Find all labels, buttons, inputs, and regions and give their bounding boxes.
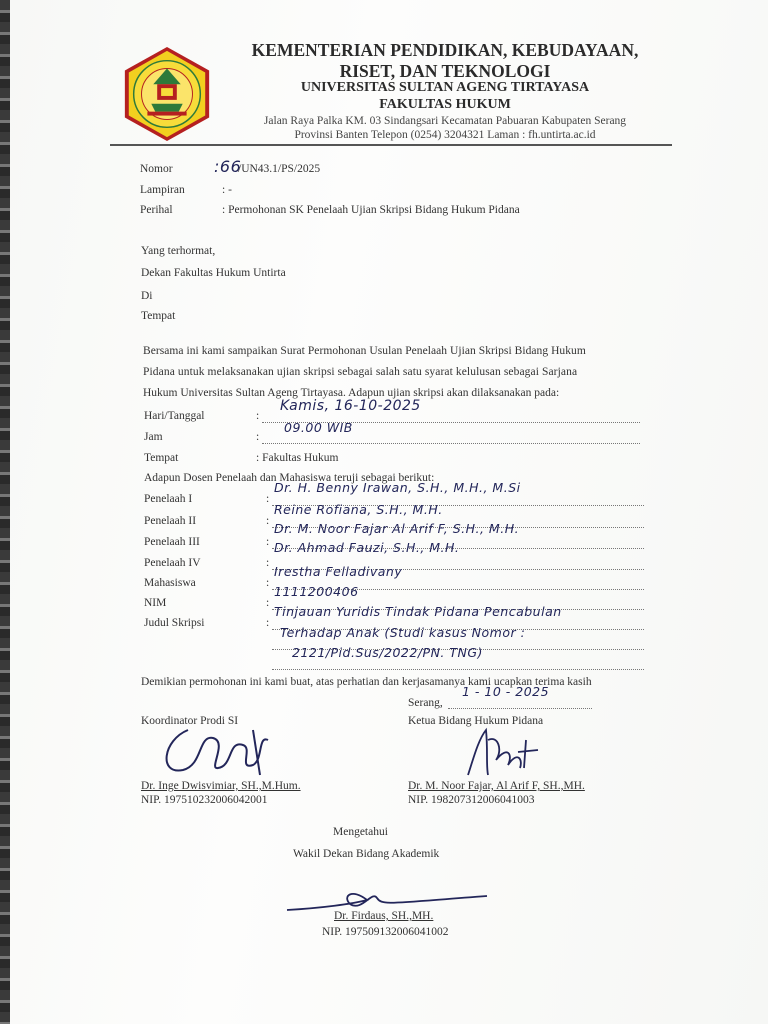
judul-line1: Tinjauan Yuridis Tindak Pidana Pencabulan [274, 604, 562, 619]
tempat-label: Tempat [144, 452, 179, 464]
penelaah3-label: Penelaah III [144, 536, 200, 548]
penelaah2-label: Penelaah II [144, 515, 197, 527]
jam-colon: : [256, 431, 260, 443]
ministry-line2: RISET, DAN TEKNOLOGI [339, 61, 551, 81]
university-name: UNIVERSITAS SULTAN AGENG TIRTAYASA [300, 80, 590, 95]
vice-dean-title: Wakil Dekan Bidang Akademik [293, 848, 440, 860]
penelaah2-colon: : [266, 515, 270, 527]
tempat-value: : Fakultas Hukum [256, 452, 339, 464]
ministry-title [225, 40, 665, 82]
penelaah3-value: Dr. M. Noor Fajar Al Arif F, S.H., M.H. [274, 521, 520, 536]
right-signature [448, 720, 558, 782]
jam-dotline [262, 443, 640, 444]
body-line1: Bersama ini kami sampaikan Surat Permohonan Usulan Penelaah Ujian Skripsi Bidang Hukum [143, 345, 586, 357]
right-signer-title: Ketua Bidang Hukum Pidana [408, 715, 544, 727]
vice-dean-nip: NIP. 197509132006041002 [322, 926, 449, 938]
penelaah4-value: Dr. Ahmad Fauzi, S.H., M.H. [274, 540, 460, 555]
examiners-intro: Adapun Dosen Penelaah dan Mahasiswa teruji sebagai berikut: [144, 472, 435, 484]
hari-value: Kamis, 16-10-2025 [280, 398, 421, 414]
mahasiswa-value: Irestha Felladivany [274, 564, 403, 579]
judul-colon: : [266, 617, 270, 629]
left-signer-title: Koordinator Prodi SI [141, 715, 239, 727]
recipient-di: Di [141, 290, 153, 302]
closing-text: Demikian permohonan ini kami buat, atas perhatian dan kerjasamanya kami ucapkan terima kasih [141, 676, 592, 688]
left-signer-nip: NIP. 197510232006042001 [141, 794, 268, 806]
penelaah1-label: Penelaah I [144, 493, 193, 505]
address [225, 114, 665, 142]
acknowledged-label: Mengetahui [333, 826, 388, 838]
nim-label: NIM [144, 597, 167, 609]
nim-colon: : [266, 597, 270, 609]
lampiran-label: Lampiran [140, 184, 185, 196]
penelaah2-value: Reine Rofiana, S.H., M.H. [274, 502, 443, 517]
judul-dotline3 [272, 669, 644, 670]
body-line2: Pidana untuk melaksanakan ujian skripsi sebagai salah satu syarat kelulusan sebagai Sarjana [143, 366, 578, 378]
nomor-value: /UN43.1/PS/2025 [238, 163, 321, 175]
penelaah4-label: Penelaah IV [144, 557, 201, 569]
ministry-line1: KEMENTERIAN PENDIDIKAN, KEBUDAYAAN, [251, 40, 639, 60]
nim-value: 1111200406 [274, 584, 359, 599]
closing-place: Serang, [408, 697, 443, 709]
document-page [10, 0, 768, 1024]
date-dotline [448, 708, 592, 709]
judul-line2: Terhadap Anak (Studi kasus Nomor : [280, 625, 526, 640]
mahasiswa-label: Mahasiswa [144, 577, 196, 589]
jam-label: Jam [144, 431, 163, 443]
left-signer-name: Dr. Inge Dwisvimiar, SH.,M.Hum. [141, 780, 301, 792]
nomor-handwritten: :66 [214, 157, 242, 176]
nomor-label: Nomor [140, 163, 173, 175]
penelaah3-colon: : [266, 536, 270, 548]
judul-line3: 2121/Pid.Sus/2022/PN. TNG) [292, 645, 483, 660]
jam-value: 09.00 WIB [284, 420, 353, 435]
address-line1: Jalan Raya Palka KM. 03 Sindangsari Kecamatan Pabuaran Kabupaten Serang [263, 115, 627, 127]
faculty-name: FAKULTAS HUKUM [379, 97, 511, 112]
perihal-value: : Permohonan SK Penelaah Ujian Skripsi Bidang Hukum Pidana [222, 204, 520, 216]
penelaah1-colon: : [266, 493, 270, 505]
vice-dean-name: Dr. Firdaus, SH.,MH. [334, 910, 434, 922]
body-line3: Hukum Universitas Sultan Ageng Tirtayasa. Adapun ujian skripsi akan dilaksanakan pada: [143, 387, 560, 399]
judul-label: Judul Skripsi [144, 617, 205, 629]
greeting: Yang terhormat, [141, 245, 216, 257]
address-line2: Provinsi Banten Telepon (0254) 3204321 Laman : fh.untirta.ac.id [294, 129, 596, 141]
hari-colon: : [256, 410, 260, 422]
penelaah1-value: Dr. H. Benny Irawan, S.H., M.H., M.Si [274, 480, 521, 495]
hari-label: Hari/Tanggal [144, 410, 205, 422]
right-signer-name: Dr. M. Noor Fajar, Al Arif F, SH.,MH. [408, 780, 585, 792]
penelaah4-colon: : [266, 557, 270, 569]
perihal-label: Perihal [140, 204, 173, 216]
left-signature [158, 720, 278, 780]
lampiran-value: : - [222, 184, 232, 196]
header-rule [110, 144, 672, 146]
recipient: Dekan Fakultas Hukum Untirta [141, 267, 286, 279]
university-logo [118, 45, 216, 143]
recipient-place: Tempat [141, 310, 176, 322]
right-signer-nip: NIP. 198207312006041003 [408, 794, 535, 806]
closing-date: 1 - 10 - 2025 [462, 684, 550, 699]
mahasiswa-colon: : [266, 577, 270, 589]
